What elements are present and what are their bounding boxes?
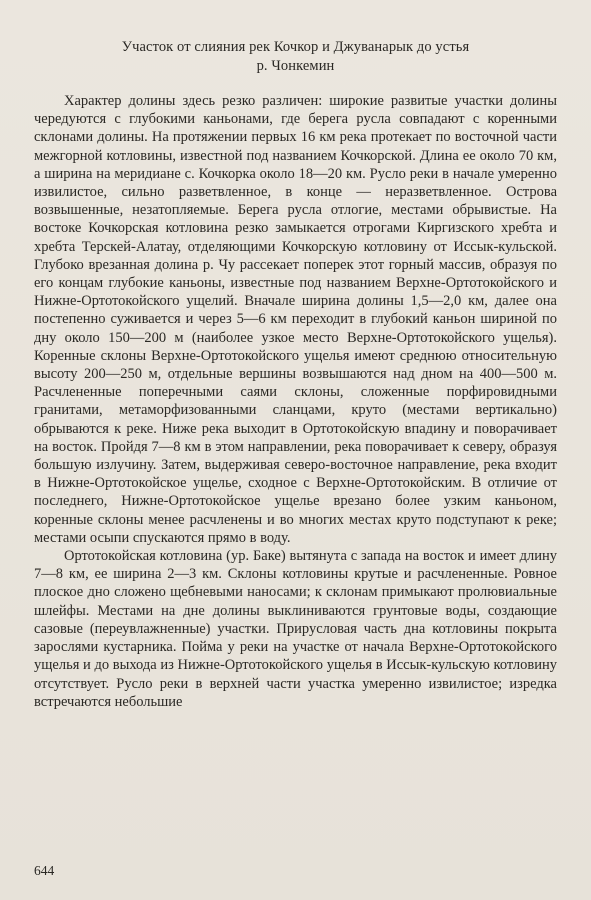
page-number: 644	[34, 863, 55, 878]
body-text	[34, 92, 557, 711]
section-title-line-1: Участок от слияния рек Кочкор и Джуванарык до устья	[121, 39, 470, 55]
section-title-line-2: р. Чонкемин	[256, 58, 335, 74]
paragraph-1: Характер долины здесь резко различен: широкие развитые участки долины чередуются с глубокими каньонами, где берега русла совпадают с коренными склонами долины. На протяжении первых 16 км река протекает по восточной части межгорной котловины, известной под названием Кочкорской. Длина ее около 70 км, а ширина на меридиане с. Кочкорка около 18—20 км. Русло реки в начале умеренно извилистое, сильно разветвленное, в конце — неразветвленное. Острова возвышенные, незатопляемые. Берега русла отлогие, местами обрывистые. На востоке Кочкорская котловина резко замыкается отрогами Киргизского хребта и хребта Терскей-Алатау, отделяющими Кочкорскую котловину от Иссык-кульской. Глубоко врезанная долина р. Чу рассекает поперек этот горный массив, образуя по его концам глубокие каньоны, известные под названием Верхне-Ортотокойского и Нижне-Ортотокойского ущелий. Вначале ширина долины 1,5—2,0 км, далее она постепенно суживается и через 5—6 км переходит в глубокий каньон шириной по дну около 150—200 м (наиболее узкое место Верхне-Ортотокойского ущелья). Коренные склоны Верхне-Ортотокойского ущелья имеют среднюю относительную высоту 200—250 м, отдельные вершины возвышаются над дном на 400—500 м. Расчлененные поперечными саями склоны, сложенные порфировидными гранитами, метаморфизованными сланцами, круто (местами вертикально) обрываются к реке. Ниже река выходит в Ортотокойскую впадину и поворачивает на восток. Пройдя 7—8 км в этом направлении, река поворачивает к северу, образуя большую излучину. Затем, выдерживая северо-восточное направление, река входит в Нижне-Ортотокойское ущелье, сходное с Верхне-Ортотокойским. В отличие от последнего, Нижне-Ортотокойское ущелье врезано более узким каньоном, коренные склоны менее расчленены и во многих местах круто подступают к реке; местами осыпи спускаются прямо в воду.	[34, 93, 557, 546]
paragraph-2: Ортотокойская котловина (ур. Баке) вытянута с запада на восток и имеет длину 7—8 км, ее ширина 2—3 км. Склоны котловины крутые и расчлененные. Ровное плоское дно сложено щебневыми наносами; к склонам примыкают пролювиальные шлейфы. Местами на дне долины выклиниваются грунтовые воды, создающие сазовые (переувлажненные) участки. Прирусловая часть дна котловины покрыта зарослями кустарника. Пойма у реки на участке от начала Верхне-Ортотокойского ущелья и до выхода из Нижне-Ортотокойского ущелья в Иссык-кульскую котловину отсутствует. Русло реки в верхней части участка умеренно извилистое; изредка встречаются небольшие	[34, 548, 557, 710]
section-title	[40, 38, 551, 76]
